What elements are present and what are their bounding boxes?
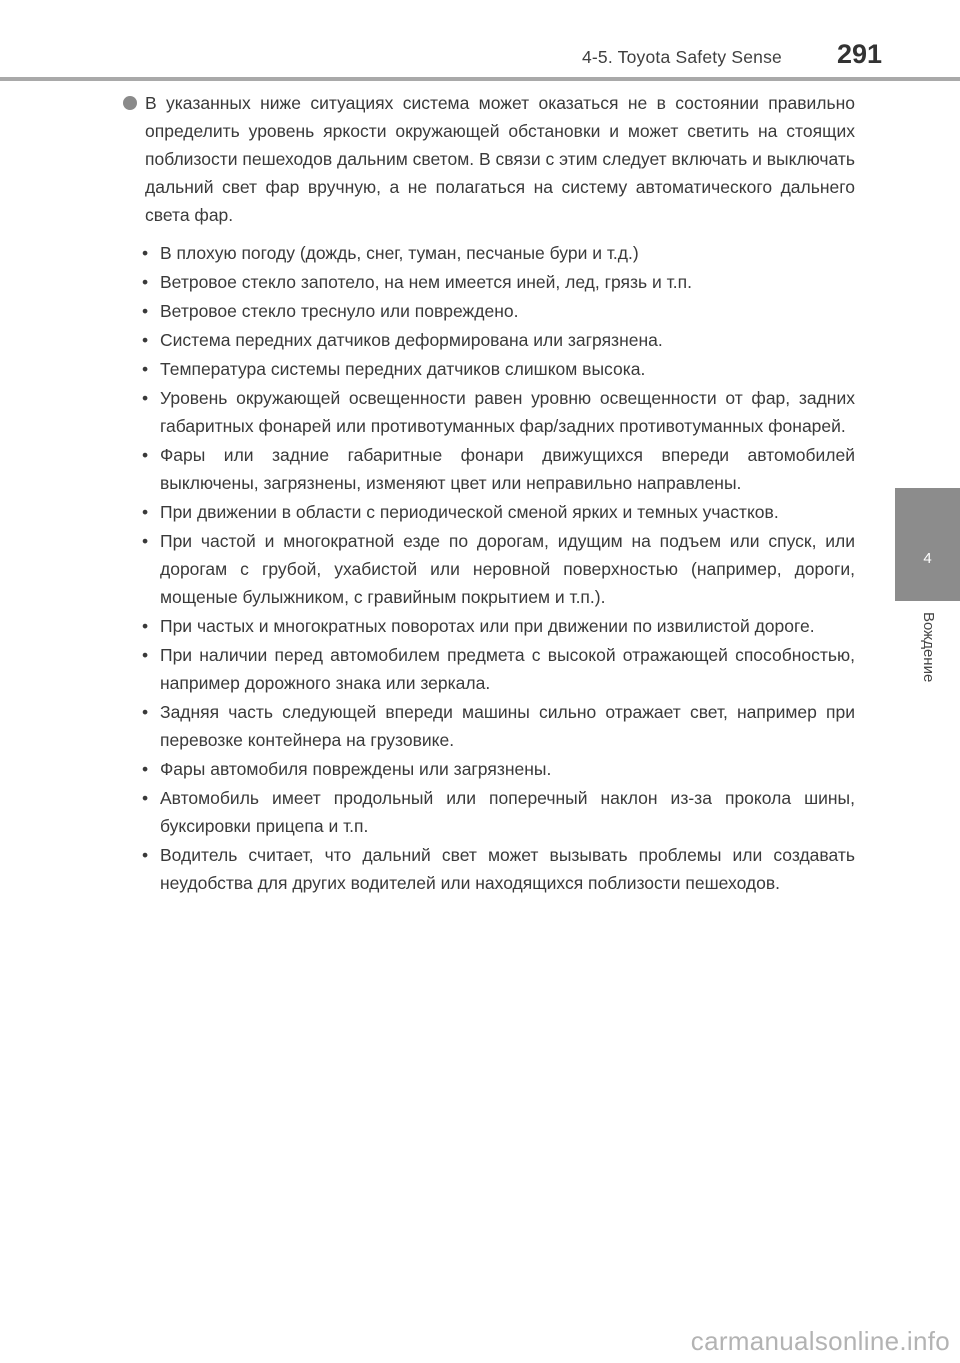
list-item: [115, 698, 855, 754]
list-item: [115, 441, 855, 497]
list-item-text: Автомобиль имеет продольный или поперечный наклон из-за прокола шины, буксировки прицепа и т.п.: [160, 788, 855, 836]
chapter-tab: [895, 488, 960, 601]
list-item-text: При частых и многократных поворотах или при движении по извилистой дороге.: [160, 616, 815, 636]
page-header: [0, 0, 960, 80]
circle-bullet-icon: [123, 96, 137, 110]
list-item: [115, 268, 855, 296]
bullet-icon: •: [142, 759, 149, 779]
watermark: carmanualsonline.info: [690, 1326, 950, 1356]
list-item-text: Система передних датчиков деформирована или загрязнена.: [160, 330, 663, 350]
lead-text: В указанных ниже ситуациях система может оказаться не в состоянии правильно определить уровень яркости окружающей обстановки и может светить на стоящих поблизости пешеходов дальним светом. В связи с этим следует включать и выключать дальний свет фар вручную, а не полагаться на систему автоматического дальнего света фар.: [145, 93, 855, 225]
bullet-icon: •: [142, 788, 149, 808]
list-item: [115, 612, 855, 640]
list-item-text: Задняя часть следующей впереди машины сильно отражает свет, например при перевозке контейнера на грузовике.: [160, 702, 855, 750]
list-item: [115, 239, 855, 267]
list-item-text: В плохую погоду (дождь, снег, туман, песчаные бури и т.д.): [160, 243, 639, 263]
list-item-text: Фары или задние габаритные фонари движущихся впереди автомобилей выключены, загрязнены, изменяют цвет или неправильно направлены.: [160, 445, 855, 493]
list-item-text: Температура системы передних датчиков слишком высока.: [160, 359, 646, 379]
page-number: 291: [836, 39, 882, 69]
list-item-text: Водитель считает, что дальний свет может вызывать проблемы или создавать неудобства для других водителей или находящихся поблизости пешеходов.: [160, 845, 855, 893]
situation-list: [115, 239, 855, 897]
list-item: [115, 297, 855, 325]
list-item-text: Ветровое стекло запотело, на нем имеется иней, лед, грязь и т.п.: [160, 272, 692, 292]
chapter-label-text: Вождение: [920, 612, 937, 683]
list-item-text: Уровень окружающей освещенности равен уровню освещенности от фар, задних габаритных фонарей или противотуманных фар/задних противотуманных фонарей.: [160, 388, 855, 436]
header-divider: [0, 77, 960, 81]
list-item-text: При движении в области с периодической сменой ярких и темных участков.: [160, 502, 779, 522]
bullet-icon: •: [142, 445, 149, 465]
list-item: [115, 384, 855, 440]
list-item-text: При наличии перед автомобилем предмета с высокой отражающей способностью, например дорожного знака или зеркала.: [160, 645, 855, 693]
bullet-icon: •: [142, 301, 149, 321]
bullet-icon: •: [142, 645, 149, 665]
bullet-icon: •: [142, 502, 149, 522]
chapter-label: [899, 612, 959, 732]
list-item: [115, 326, 855, 354]
list-item: [115, 498, 855, 526]
bullet-icon: •: [142, 330, 149, 350]
list-item: [115, 641, 855, 697]
list-item: [115, 355, 855, 383]
list-item-text: Фары автомобиля повреждены или загрязнены.: [160, 759, 552, 779]
list-item-text: При частой и многократной езде по дорогам, идущим на подъем или спуск, или дорогам с грубой, ухабистой или неровной поверхностью (например, дороги, мощеные булыжником, с гравийным покрытием и т.п.).: [160, 531, 855, 607]
page-content: [115, 89, 855, 898]
section-title: 4-5. Toyota Safety Sense: [581, 47, 782, 67]
bullet-icon: •: [142, 272, 149, 292]
bullet-icon: •: [142, 359, 149, 379]
list-item: [115, 784, 855, 840]
bullet-icon: •: [142, 531, 149, 551]
list-item: [115, 755, 855, 783]
bullet-icon: •: [142, 702, 149, 722]
list-item: [115, 841, 855, 897]
bullet-icon: •: [142, 845, 149, 865]
bullet-icon: •: [142, 388, 149, 408]
list-item-text: Ветровое стекло треснуло или повреждено.: [160, 301, 519, 321]
bullet-icon: •: [142, 243, 149, 263]
list-item: [115, 527, 855, 611]
chapter-number: 4: [923, 550, 932, 567]
bullet-icon: •: [142, 616, 149, 636]
lead-paragraph: [115, 89, 855, 229]
